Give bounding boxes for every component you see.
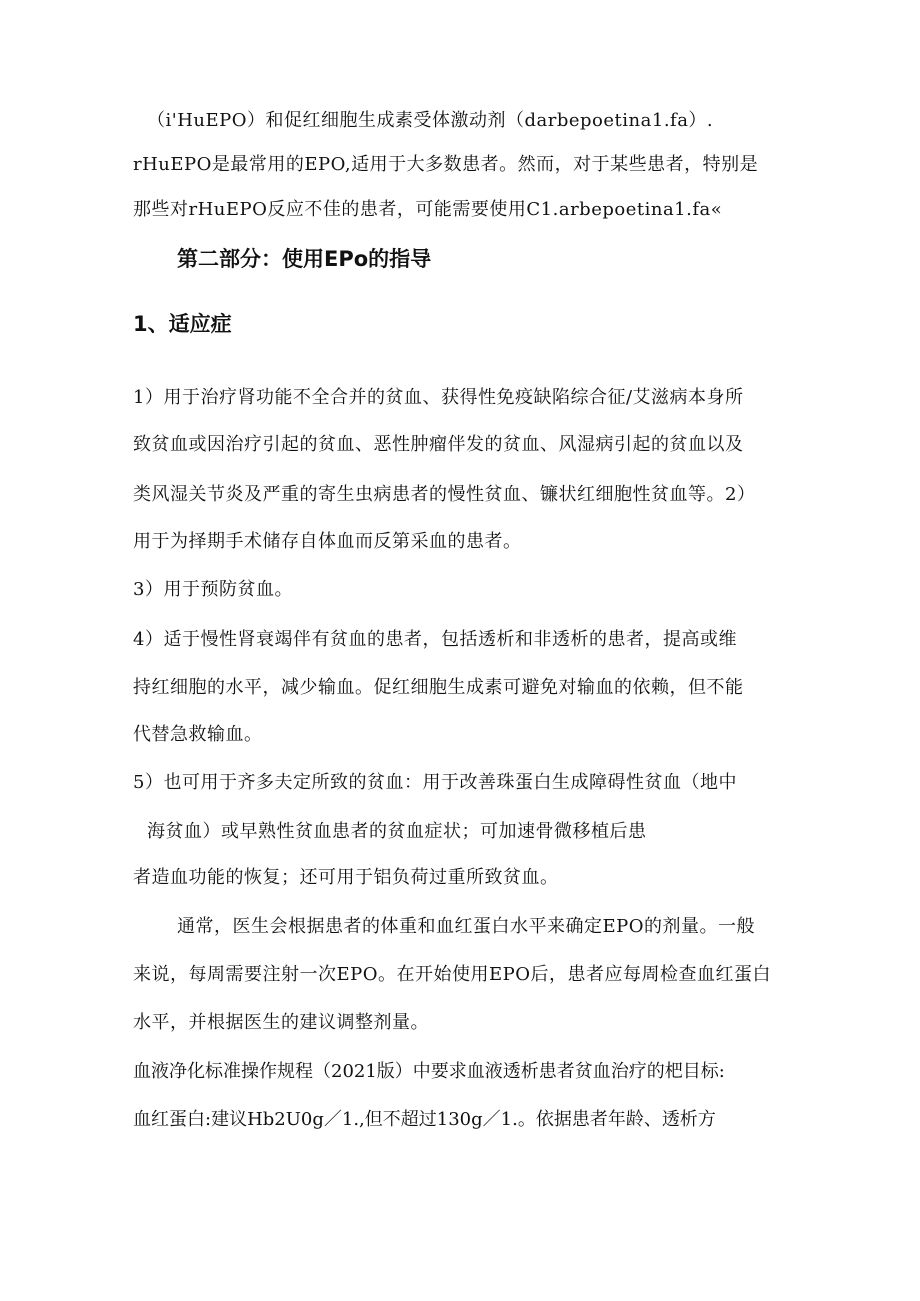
dosage-line-3: 水平，并根据医生的建议调整剂量。 (133, 1012, 429, 1033)
indication-5-line-1: 5）也可用于齐多夫定所致的贫血：用于改善珠蛋白生成障碍性贫血（地中 (133, 772, 737, 793)
indication-4-line-3: 代替急救输血。 (133, 724, 263, 745)
indication-3-line-1: 3）用于预防贫血。 (133, 579, 293, 600)
intro-line-2: rHuEPO是最常用的EPO,适用于大多数患者。然而，对于某些患者，特别是 (133, 154, 759, 175)
subsection-heading: 1、适应症 (133, 312, 232, 336)
indication-1-line-1: 1）用于治疗肾功能不全合并的贫血、获得性免疫缺陷综合征/艾滋病本身所 (133, 387, 744, 408)
indication-1-line-2: 致贫血或因治疗引起的贫血、恶性肿瘤伴发的贫血、风湿病引起的贫血以及 (133, 434, 744, 455)
standard-line-2: 血红蛋白:建议Hb2U0g／1.,但不超过130g／1.。依据患者年龄、透析方 (133, 1109, 716, 1130)
intro-line-3: 那些对rHuEPO反应不佳的患者，可能需要使用C1.arbepoetina1.fa« (133, 199, 723, 220)
standard-line-1: 血液净化标准操作规程（2021版）中要求血液透析患者贫血治疗的杷目标: (133, 1061, 725, 1082)
indication-1-line-4: 用于为择期手术储存自体血而反第采血的患者。 (133, 531, 522, 552)
indication-4-line-2: 持红细胞的水平，减少输血。促红细胞生成素可避免对输血的依赖，但不能 (133, 677, 744, 698)
intro-line-1: （i'HuEPO）和促红细胞生成素受体激动剂（darbepoetina1.fa）. (147, 110, 714, 131)
indication-5-line-3: 者造血功能的恢复；还可用于铝负荷过重所致贫血。 (133, 867, 559, 888)
dosage-line-1: 通常，医生会根据患者的体重和血红蛋白水平来确定EPO的剂量。一般 (177, 916, 756, 937)
indication-5-line-2: 海贫血）或早熟性贫血患者的贫血症状；可加速骨微移植后患 (147, 821, 647, 842)
section-heading: 第二部分：使用EPo的指导 (177, 247, 432, 271)
dosage-line-2: 来说，每周需要注射一次EPO。在开始使用EPO后，患者应每周检查血红蛋白 (133, 964, 772, 985)
indication-1-line-3: 类风湿关节炎及严重的寄生虫病患者的慢性贫血、镰状红细胞性贫血等。2） (133, 484, 756, 505)
indication-4-line-1: 4）适于慢性肾衰竭伴有贫血的患者，包括透析和非透析的患者，提高或维 (133, 629, 737, 650)
